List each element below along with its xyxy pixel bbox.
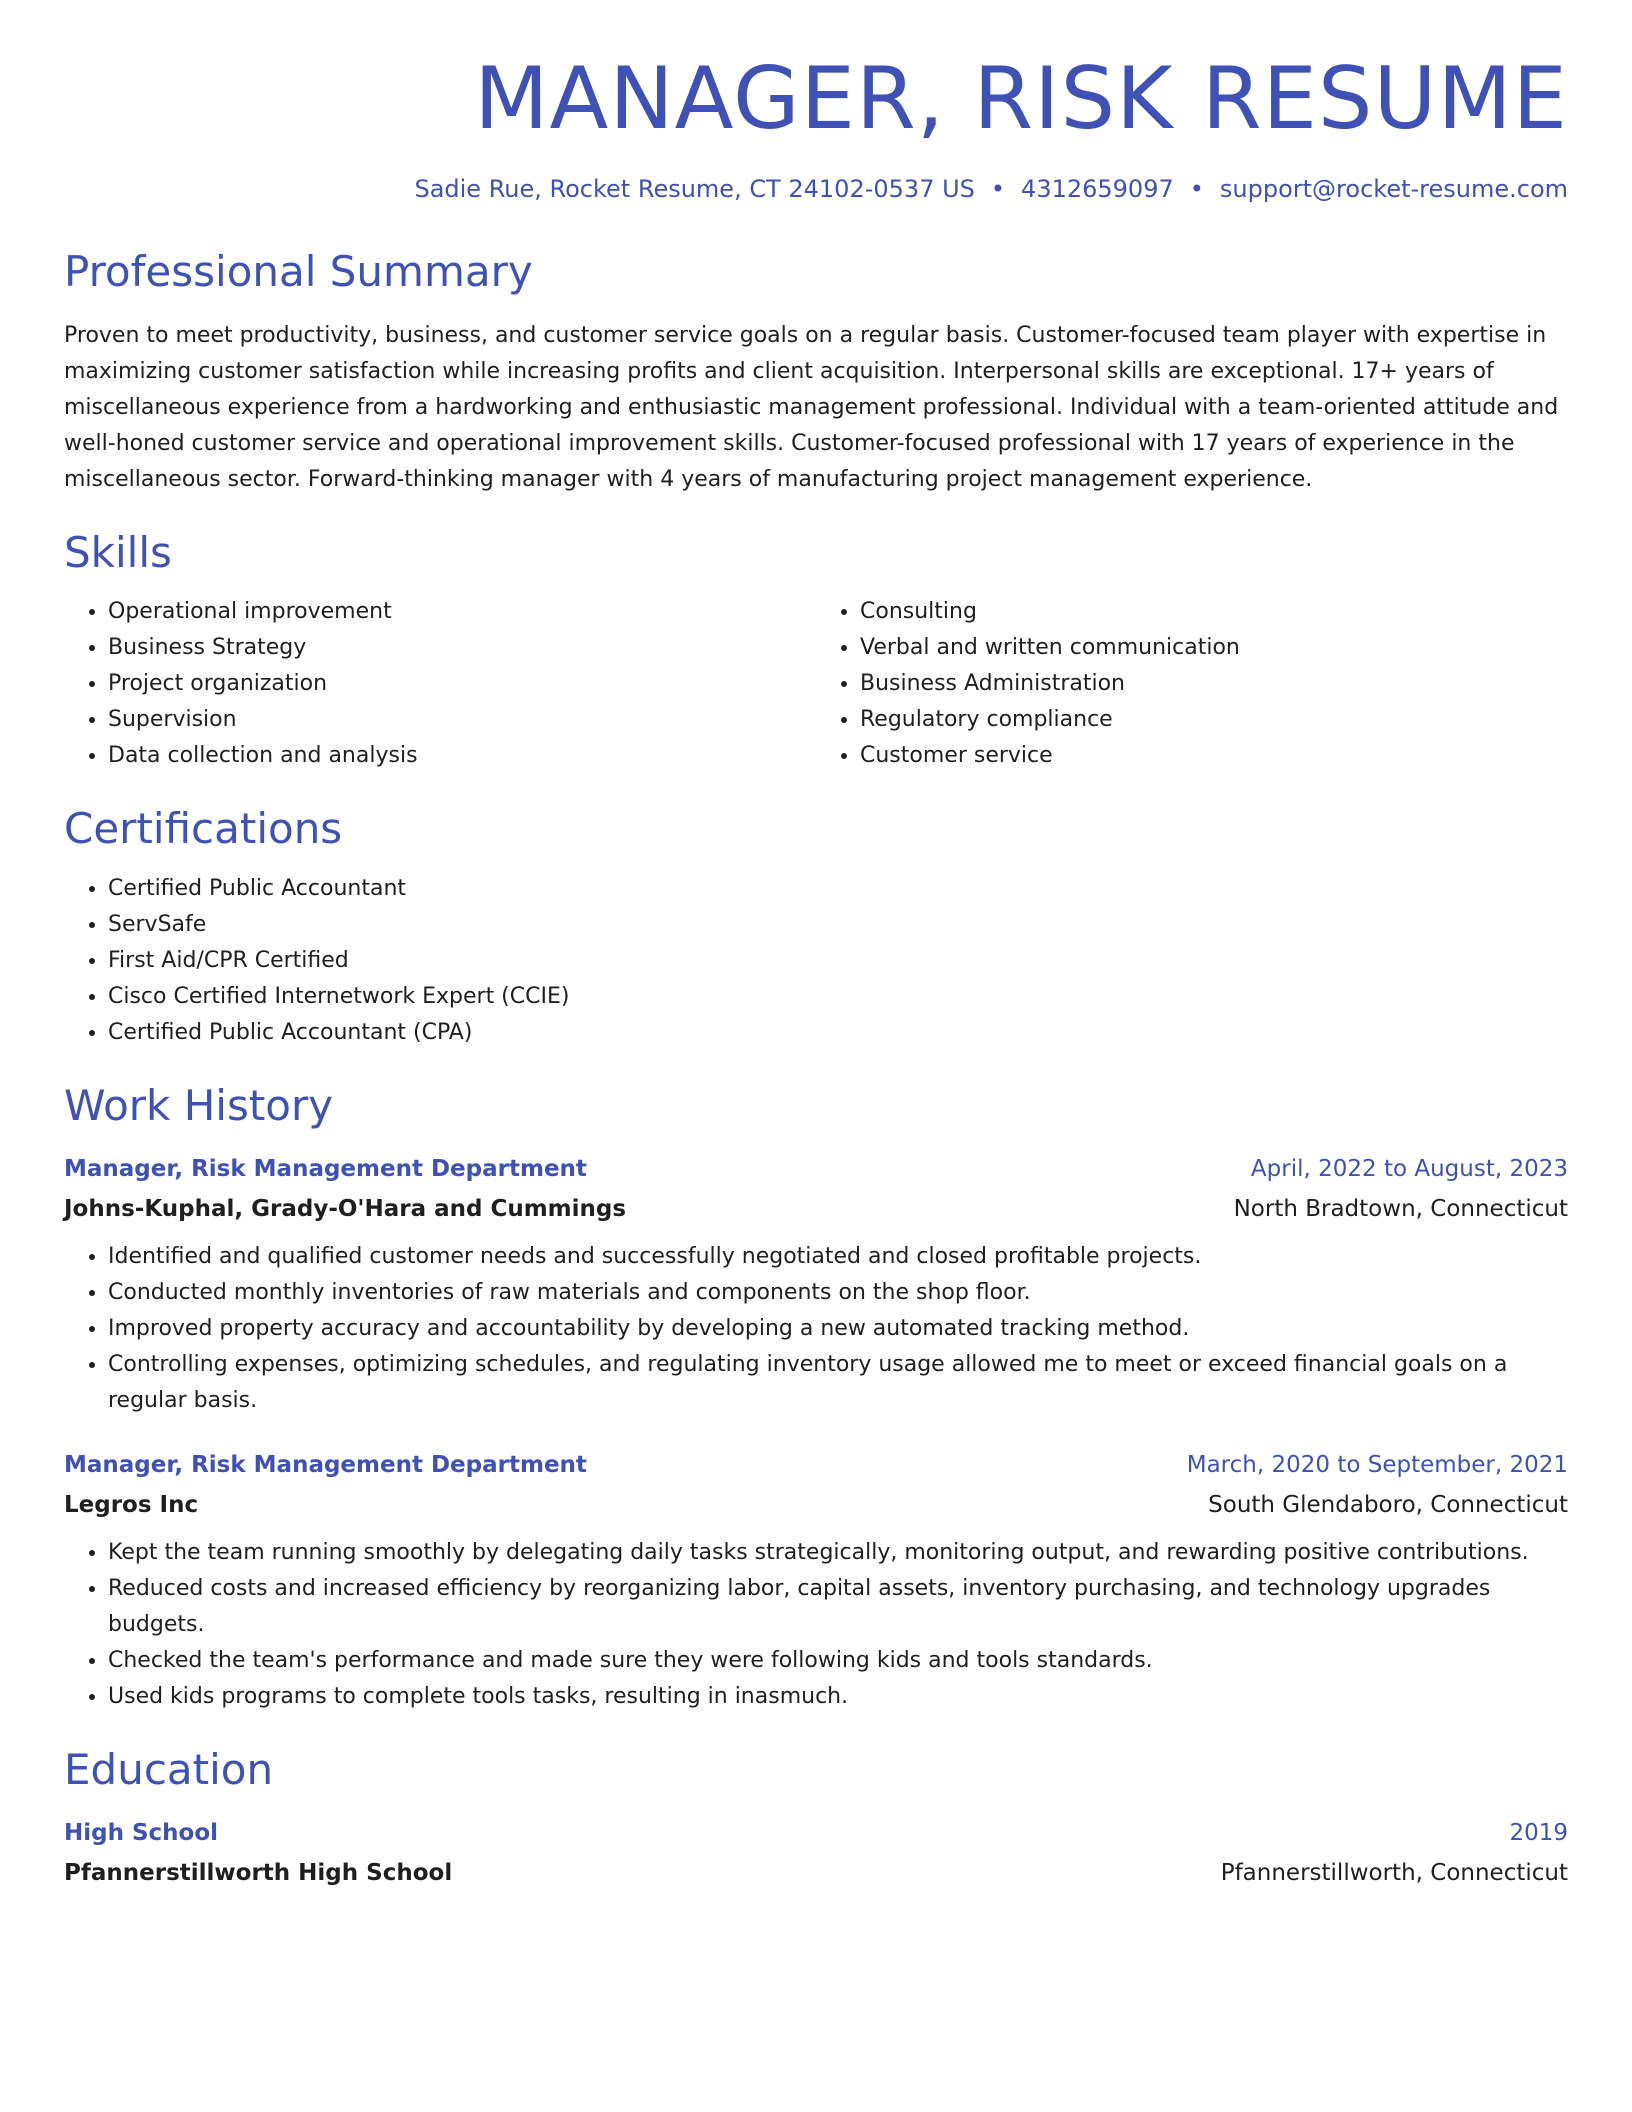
job-title: Manager, Risk Management Department bbox=[64, 1451, 587, 1478]
skills-section bbox=[64, 528, 1568, 774]
education-location: Pfannerstillworth, Connecticut bbox=[1220, 1860, 1568, 1887]
skill-item: • Verbal and written communication bbox=[860, 630, 1568, 666]
contact-separator: • bbox=[990, 174, 1006, 203]
job-entry bbox=[64, 1445, 1568, 1715]
job-title: Manager, Risk Management Department bbox=[64, 1155, 587, 1182]
certification-item: • Cisco Certified Internetwork Expert (CCIE) bbox=[108, 979, 1568, 1015]
certification-item: • Certified Public Accountant bbox=[108, 871, 1568, 907]
job-bullet: • Kept the team running smoothly by delegating daily tasks strategically, monitoring output, and rewarding positive contributions. bbox=[108, 1535, 1568, 1571]
education-entry bbox=[64, 1813, 1568, 1893]
education-year: 2019 bbox=[1509, 1820, 1568, 1847]
summary-heading: Professional Summary bbox=[64, 247, 533, 297]
skill-item: • Customer service bbox=[860, 738, 1568, 774]
skill-item: • Operational improvement bbox=[108, 594, 816, 630]
skill-item: • Project organization bbox=[108, 666, 816, 702]
skill-item: • Business Administration bbox=[860, 666, 1568, 702]
summary-text: Proven to meet productivity, business, and customer service goals on a regular basis. Customer-focused team player with expertise in maximizing customer satisfaction while increasing profits and client acquisition. Interpersonal skills are exceptional. 17+ years of miscellaneous experience from a hardworking and enthusiastic management professional. Individual with a team-oriented attitude and well-honed customer service and operational improvement skills. Customer-focused professional with 17 years of experience in the miscellaneous sector. Forward-thinking manager with 4 years of manufacturing project management experience. bbox=[64, 322, 1559, 492]
job-bullet: • Improved property accuracy and accountability by developing a new automated tracking method. bbox=[108, 1311, 1568, 1347]
skill-item: • Regulatory compliance bbox=[860, 702, 1568, 738]
job-bullet: • Reduced costs and increased efficiency by reorganizing labor, capital assets, inventory purchasing, and technology upgrades budgets. bbox=[108, 1571, 1568, 1643]
skills-list-right bbox=[816, 594, 1568, 774]
job-header bbox=[64, 1445, 1568, 1485]
job-bullet: • Conducted monthly inventories of raw materials and components on the shop floor. bbox=[108, 1275, 1568, 1311]
job-bullets bbox=[64, 1535, 1568, 1715]
job-company: Johns-Kuphal, Grady-O'Hara and Cummings bbox=[64, 1195, 627, 1222]
job-dates: March, 2020 to September, 2021 bbox=[1186, 1451, 1568, 1478]
contact-address: Sadie Rue, Rocket Resume, CT 24102-0537 US bbox=[414, 174, 975, 203]
contact-phone: 4312659097 bbox=[1021, 174, 1174, 203]
education-school: Pfannerstillworth High School bbox=[64, 1860, 453, 1887]
job-employer-row bbox=[64, 1189, 1568, 1229]
job-location: South Glendaboro, Connecticut bbox=[1208, 1491, 1568, 1518]
certifications-section bbox=[64, 804, 1568, 1050]
contact-separator: • bbox=[1189, 174, 1204, 203]
work-history-section bbox=[64, 1081, 1568, 1715]
certification-item: • First Aid/CPR Certified bbox=[108, 943, 1568, 979]
resume-title: MANAGER, RISK RESUME bbox=[474, 49, 1568, 149]
job-entry bbox=[64, 1149, 1568, 1419]
job-company: Legros Inc bbox=[64, 1491, 199, 1518]
job-header bbox=[64, 1149, 1568, 1189]
education-header bbox=[64, 1813, 1568, 1853]
skills-list-left bbox=[64, 594, 816, 774]
job-bullet: • Controlling expenses, optimizing schedules, and regulating inventory usage allowed me to meet or exceed financial goals on a regular basis. bbox=[108, 1347, 1568, 1419]
skill-item: • Supervision bbox=[108, 702, 816, 738]
certification-item: • ServSafe bbox=[108, 907, 1568, 943]
job-dates: April, 2022 to August, 2023 bbox=[1250, 1155, 1568, 1182]
skill-item: • Consulting bbox=[860, 594, 1568, 630]
certification-item: • Certified Public Accountant (CPA) bbox=[108, 1015, 1568, 1051]
work-history-heading: Work History bbox=[64, 1080, 334, 1130]
education-degree: High School bbox=[64, 1820, 219, 1847]
job-location: North Bradtown, Connecticut bbox=[1233, 1195, 1568, 1222]
job-bullet: • Checked the team's performance and made sure they were following kids and tools standards. bbox=[108, 1643, 1568, 1679]
skills-grid bbox=[64, 594, 1568, 774]
education-heading: Education bbox=[64, 1744, 274, 1794]
contact-email[interactable]: support@rocket-resume.com bbox=[1219, 174, 1568, 203]
contact-line bbox=[64, 175, 1568, 204]
resume-page bbox=[64, 0, 1568, 1893]
skill-item: • Data collection and analysis bbox=[108, 738, 816, 774]
job-bullets bbox=[64, 1239, 1568, 1419]
job-bullet: • Identified and qualified customer needs and successfully negotiated and closed profitable projects. bbox=[108, 1239, 1568, 1275]
job-employer-row bbox=[64, 1485, 1568, 1525]
certifications-heading: Certifications bbox=[64, 804, 343, 854]
education-section bbox=[64, 1745, 1568, 1893]
education-school-row bbox=[64, 1853, 1568, 1893]
certifications-list bbox=[64, 871, 1568, 1051]
skills-heading: Skills bbox=[64, 527, 172, 577]
job-bullet: • Used kids programs to complete tools tasks, resulting in inasmuch. bbox=[108, 1679, 1568, 1715]
summary-section bbox=[64, 247, 1568, 497]
skill-item: • Business Strategy bbox=[108, 630, 816, 666]
